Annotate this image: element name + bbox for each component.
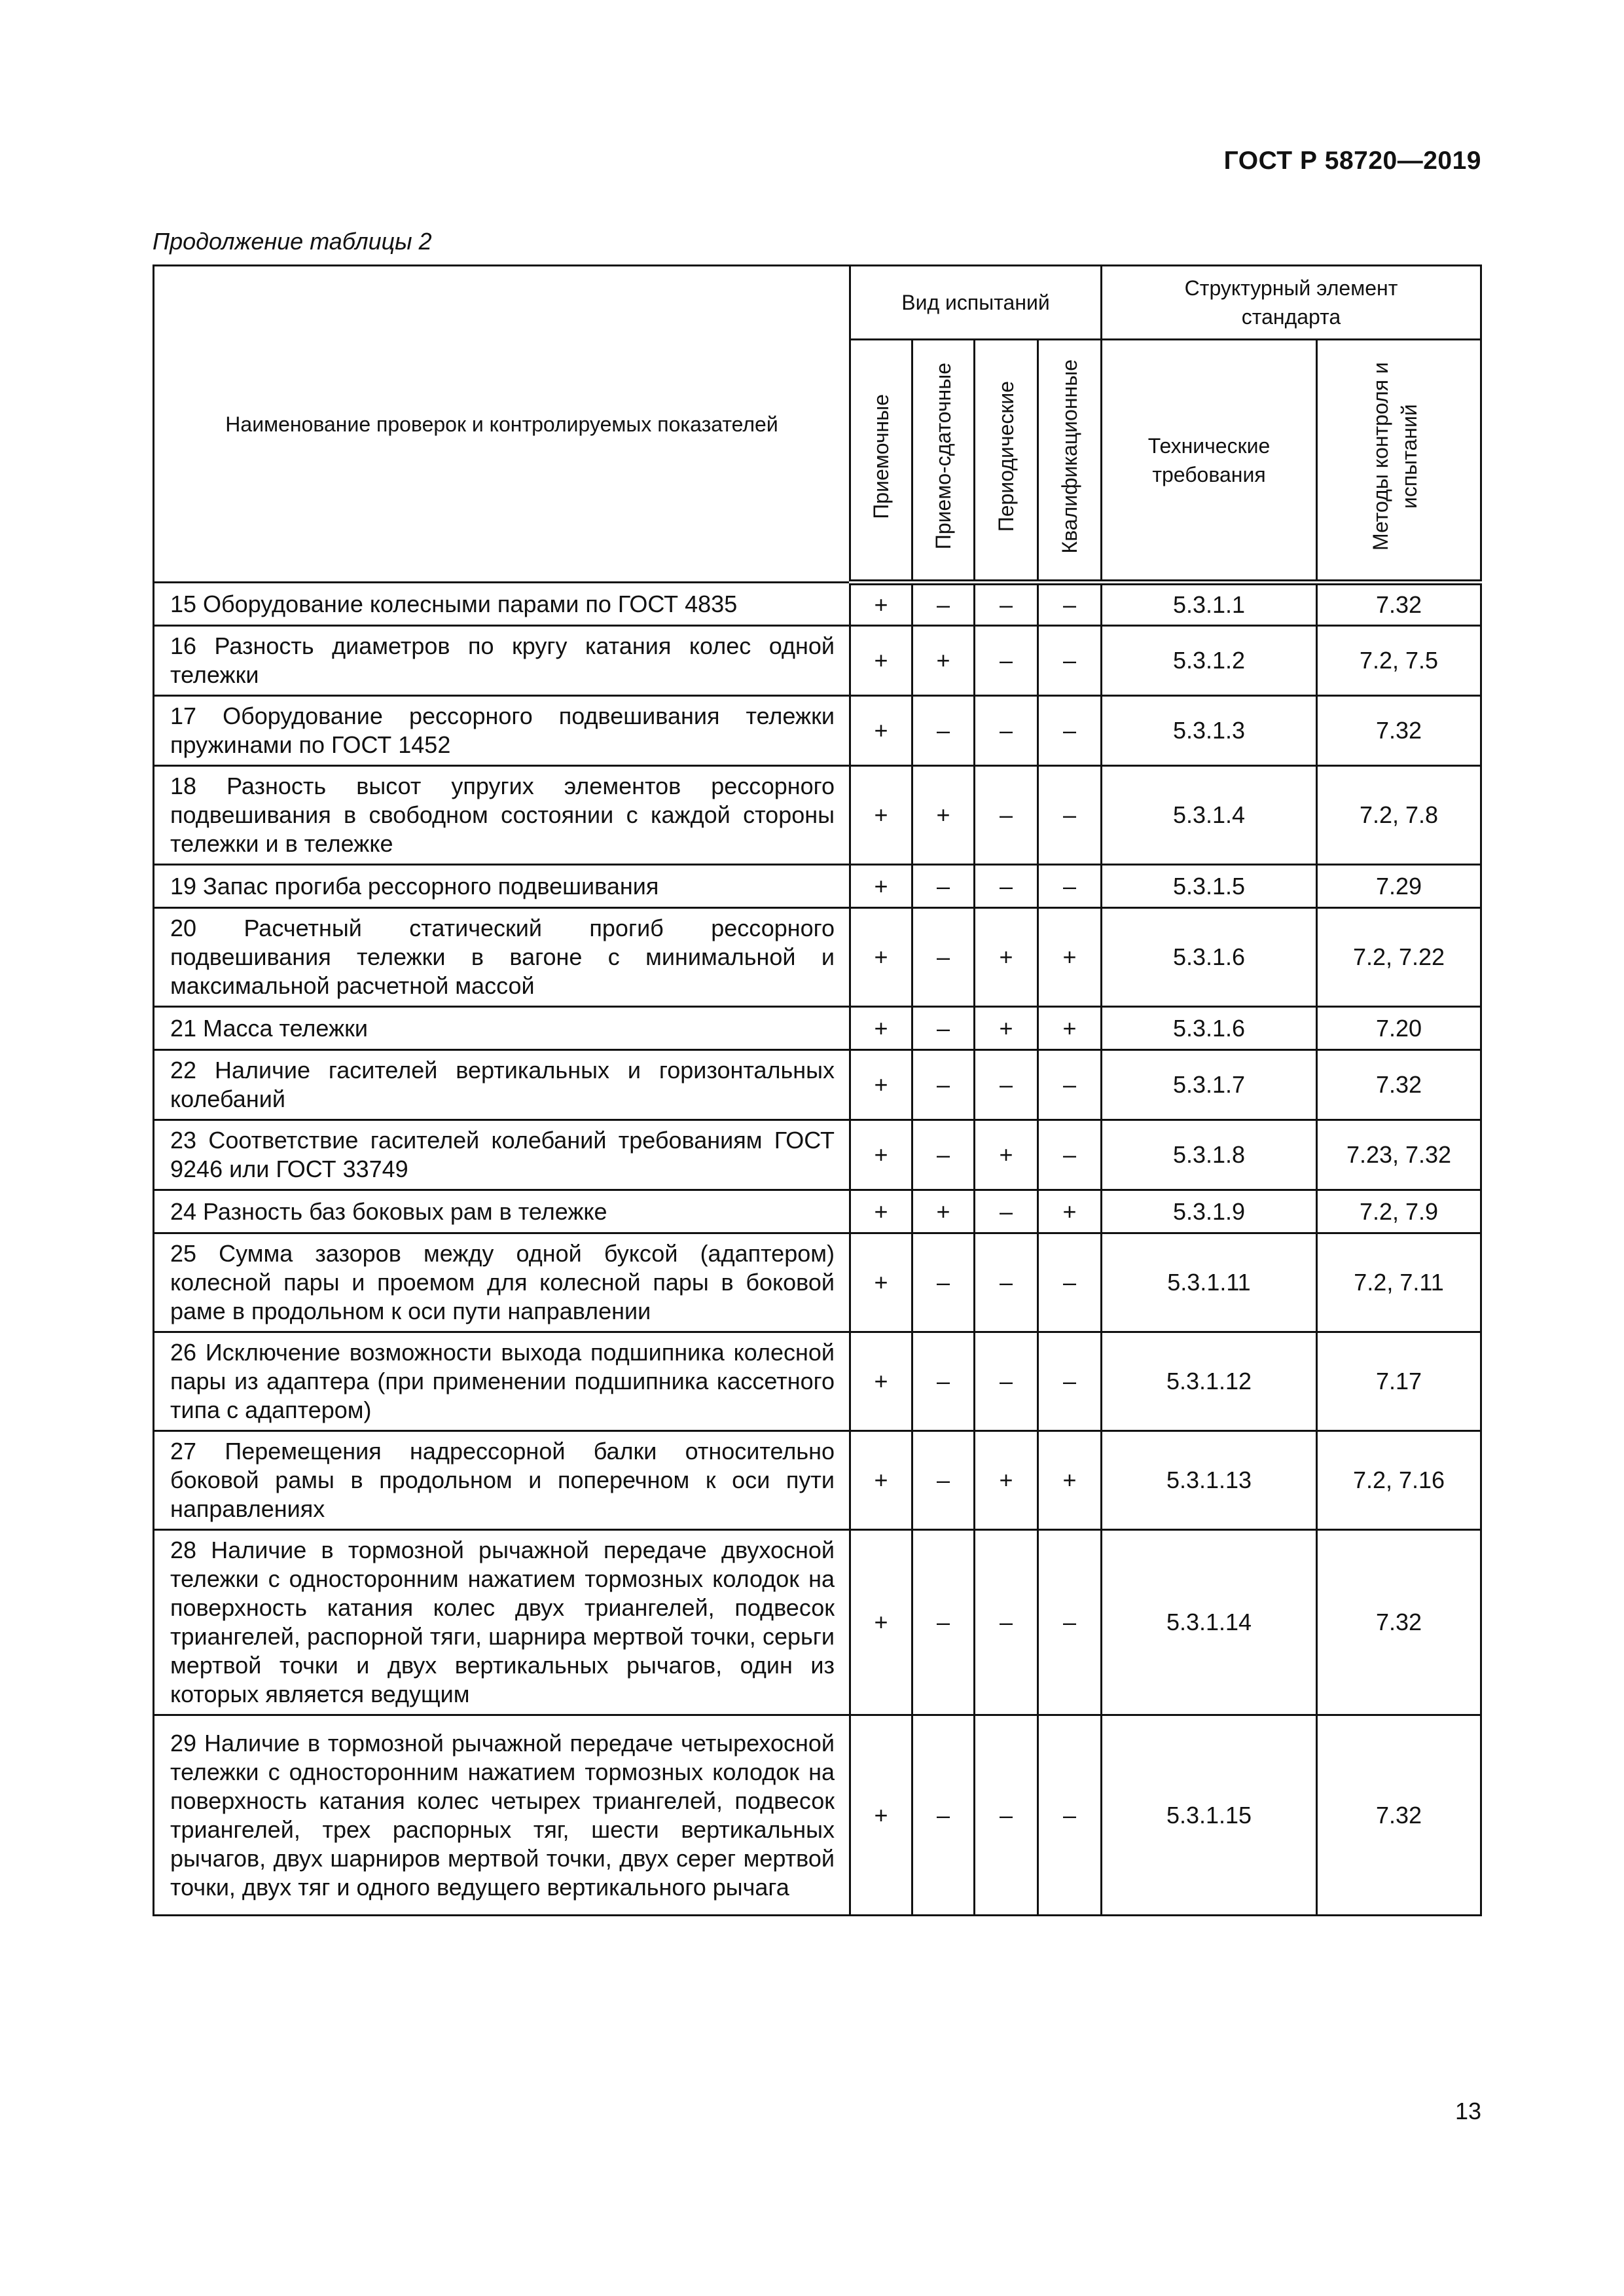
control-method-cell: 7.20	[1317, 1007, 1481, 1050]
table-row	[154, 1431, 1481, 1530]
control-method-cell: 7.2, 7.5	[1317, 626, 1481, 696]
acceptance-cell: +	[850, 1050, 912, 1120]
check-name-cell: 25 Сумма зазоров между одной буксой (адаптером) колесной пары и проемом для колесной пары в боковой раме в продольном к оси пути направлении	[154, 1233, 850, 1332]
acceptance-cell: +	[850, 1007, 912, 1050]
technical-requirement-cell: 5.3.1.8	[1102, 1120, 1317, 1190]
table-row	[154, 1050, 1481, 1120]
acceptance-delivery-cell: +	[912, 1190, 975, 1233]
technical-requirement-cell: 5.3.1.7	[1102, 1050, 1317, 1120]
acceptance-cell: +	[850, 1530, 912, 1715]
technical-requirement-cell: 5.3.1.5	[1102, 865, 1317, 908]
document-id: ГОСТ Р 58720—2019	[1223, 147, 1481, 175]
control-method-cell: 7.32	[1317, 583, 1481, 626]
check-name-cell: 21 Масса тележки	[154, 1007, 850, 1050]
acceptance-delivery-cell: –	[912, 1007, 975, 1050]
acceptance-cell: +	[850, 1332, 912, 1431]
header-check-name: Наименование проверок и контролируемых показателей	[154, 266, 850, 583]
acceptance-cell: +	[850, 1233, 912, 1332]
technical-requirement-cell: 5.3.1.9	[1102, 1190, 1317, 1233]
table-row	[154, 1120, 1481, 1190]
header-control-methods: Методы контроля и испытаний	[1317, 340, 1481, 583]
table-row	[154, 626, 1481, 696]
table-row	[154, 1007, 1481, 1050]
check-name-cell: 27 Перемещения надрессорной балки относительно боковой рамы в продольном и поперечном к оси пути направлениях	[154, 1431, 850, 1530]
periodic-cell: +	[975, 908, 1038, 1007]
acceptance-delivery-cell: –	[912, 696, 975, 766]
technical-requirement-cell: 5.3.1.13	[1102, 1431, 1317, 1530]
acceptance-cell: +	[850, 1715, 912, 1916]
acceptance-delivery-cell: –	[912, 1715, 975, 1916]
table-row	[154, 696, 1481, 766]
check-name-cell: 19 Запас прогиба рессорного подвешивания	[154, 865, 850, 908]
control-method-cell: 7.32	[1317, 1050, 1481, 1120]
table-row	[154, 1190, 1481, 1233]
periodic-cell: –	[975, 1332, 1038, 1431]
technical-requirement-cell: 5.3.1.3	[1102, 696, 1317, 766]
technical-requirement-cell: 5.3.1.14	[1102, 1530, 1317, 1715]
control-method-cell: 7.2, 7.16	[1317, 1431, 1481, 1530]
acceptance-delivery-cell: –	[912, 1233, 975, 1332]
table-row	[154, 908, 1481, 1007]
header-periodic: Периодические	[975, 340, 1038, 583]
header-structural-element: Структурный элемент стандарта	[1102, 266, 1481, 340]
qualification-cell: –	[1038, 1233, 1102, 1332]
qualification-cell: +	[1038, 1007, 1102, 1050]
acceptance-delivery-cell: –	[912, 1431, 975, 1530]
technical-requirement-cell: 5.3.1.1	[1102, 583, 1317, 626]
acceptance-delivery-cell: –	[912, 1050, 975, 1120]
acceptance-delivery-cell: +	[912, 626, 975, 696]
check-name-cell: 28 Наличие в тормозной рычажной передаче двухосной тележки с односторонним нажатием тормозных колодок на поверхность катания колес двух триангелей, подвесок триангелей, распорной тяги, шарнира мертвой точки, серьги мертвой точки и двух вертикальных рычагов, один из которых является ведущим	[154, 1530, 850, 1715]
check-name-cell: 15 Оборудование колесными парами по ГОСТ 4835	[154, 583, 850, 626]
qualification-cell: –	[1038, 1715, 1102, 1916]
technical-requirement-cell: 5.3.1.6	[1102, 908, 1317, 1007]
qualification-cell: –	[1038, 626, 1102, 696]
check-name-cell: 18 Разность высот упругих элементов рессорного подвешивания в свободном состоянии с каждой стороны тележки и в тележке	[154, 766, 850, 865]
acceptance-cell: +	[850, 1431, 912, 1530]
qualification-cell: –	[1038, 1120, 1102, 1190]
check-name-cell: 26 Исключение возможности выхода подшипника колесной пары из адаптера (при применении подшипника кассетного типа с адаптером)	[154, 1332, 850, 1431]
periodic-cell: –	[975, 696, 1038, 766]
technical-requirement-cell: 5.3.1.4	[1102, 766, 1317, 865]
periodic-cell: –	[975, 865, 1038, 908]
control-method-cell: 7.17	[1317, 1332, 1481, 1431]
periodic-cell: –	[975, 1050, 1038, 1120]
table-row	[154, 1233, 1481, 1332]
acceptance-cell: +	[850, 696, 912, 766]
table-row	[154, 865, 1481, 908]
qualification-cell: –	[1038, 1332, 1102, 1431]
technical-requirement-cell: 5.3.1.2	[1102, 626, 1317, 696]
periodic-cell: +	[975, 1120, 1038, 1190]
technical-requirement-cell: 5.3.1.6	[1102, 1007, 1317, 1050]
acceptance-delivery-cell: +	[912, 766, 975, 865]
technical-requirement-cell: 5.3.1.11	[1102, 1233, 1317, 1332]
check-name-cell: 24 Разность баз боковых рам в тележке	[154, 1190, 850, 1233]
technical-requirement-cell: 5.3.1.15	[1102, 1715, 1317, 1916]
acceptance-cell: +	[850, 865, 912, 908]
qualification-cell: –	[1038, 766, 1102, 865]
periodic-cell: –	[975, 583, 1038, 626]
acceptance-delivery-cell: –	[912, 1120, 975, 1190]
control-method-cell: 7.32	[1317, 1530, 1481, 1715]
qualification-cell: –	[1038, 696, 1102, 766]
periodic-cell: –	[975, 1530, 1038, 1715]
acceptance-delivery-cell: –	[912, 1332, 975, 1431]
periodic-cell: –	[975, 1715, 1038, 1916]
header-test-types: Вид испытаний	[850, 266, 1102, 340]
acceptance-delivery-cell: –	[912, 583, 975, 626]
control-method-cell: 7.2, 7.8	[1317, 766, 1481, 865]
header-acceptance-delivery: Приемо-сдаточные	[912, 340, 975, 583]
periodic-cell: +	[975, 1007, 1038, 1050]
periodic-cell: –	[975, 1233, 1038, 1332]
control-method-cell: 7.2, 7.9	[1317, 1190, 1481, 1233]
acceptance-delivery-cell: –	[912, 865, 975, 908]
check-name-cell: 22 Наличие гасителей вертикальных и горизонтальных колебаний	[154, 1050, 850, 1120]
table-row	[154, 766, 1481, 865]
qualification-cell: –	[1038, 1530, 1102, 1715]
table-row	[154, 1530, 1481, 1715]
periodic-cell: +	[975, 1431, 1038, 1530]
technical-requirement-cell: 5.3.1.12	[1102, 1332, 1317, 1431]
header-qualification: Квалификационные	[1038, 340, 1102, 583]
header-technical-requirements: Технические требования	[1102, 340, 1317, 583]
acceptance-cell: +	[850, 626, 912, 696]
qualification-cell: –	[1038, 1050, 1102, 1120]
table-caption: Продолжение таблицы 2	[153, 228, 432, 255]
check-name-cell: 23 Соответствие гасителей колебаний требованиям ГОСТ 9246 или ГОСТ 33749	[154, 1120, 850, 1190]
periodic-cell: –	[975, 626, 1038, 696]
control-method-cell: 7.2, 7.22	[1317, 908, 1481, 1007]
acceptance-delivery-cell: –	[912, 1530, 975, 1715]
table-row	[154, 1715, 1481, 1916]
periodic-cell: –	[975, 766, 1038, 865]
check-name-cell: 20 Расчетный статический прогиб рессорного подвешивания тележки в вагоне с минимальной и максимальной расчетной массой	[154, 908, 850, 1007]
qualification-cell: +	[1038, 1431, 1102, 1530]
check-name-cell: 29 Наличие в тормозной рычажной передаче четырехосной тележки с односторонним нажатием тормозных колодок на поверхность катания колес четырех триангелей, подвесок триангелей, трех распорных тяг, шести вертикальных рычагов, двух шарниров мертвой точки, двух серег мертвой точки, двух тяг и одного ведущего вертикального рычага	[154, 1715, 850, 1916]
table-row	[154, 1332, 1481, 1431]
check-name-cell: 17 Оборудование рессорного подвешивания тележки пружинами по ГОСТ 1452	[154, 696, 850, 766]
qualification-cell: –	[1038, 865, 1102, 908]
acceptance-cell: +	[850, 583, 912, 626]
acceptance-cell: +	[850, 908, 912, 1007]
periodic-cell: –	[975, 1190, 1038, 1233]
control-method-cell: 7.32	[1317, 696, 1481, 766]
check-name-cell: 16 Разность диаметров по кругу катания колес одной тележки	[154, 626, 850, 696]
acceptance-delivery-cell: –	[912, 908, 975, 1007]
control-method-cell: 7.23, 7.32	[1317, 1120, 1481, 1190]
page-number: 13	[1454, 2098, 1481, 2124]
acceptance-cell: +	[850, 1120, 912, 1190]
header-acceptance: Приемочные	[850, 340, 912, 583]
control-method-cell: 7.32	[1317, 1715, 1481, 1916]
acceptance-cell: +	[850, 766, 912, 865]
qualification-cell: +	[1038, 908, 1102, 1007]
qualification-cell: +	[1038, 1190, 1102, 1233]
table-row	[154, 583, 1481, 626]
control-method-cell: 7.2, 7.11	[1317, 1233, 1481, 1332]
checks-table	[153, 264, 1482, 1916]
acceptance-cell: +	[850, 1190, 912, 1233]
qualification-cell: –	[1038, 583, 1102, 626]
control-method-cell: 7.29	[1317, 865, 1481, 908]
